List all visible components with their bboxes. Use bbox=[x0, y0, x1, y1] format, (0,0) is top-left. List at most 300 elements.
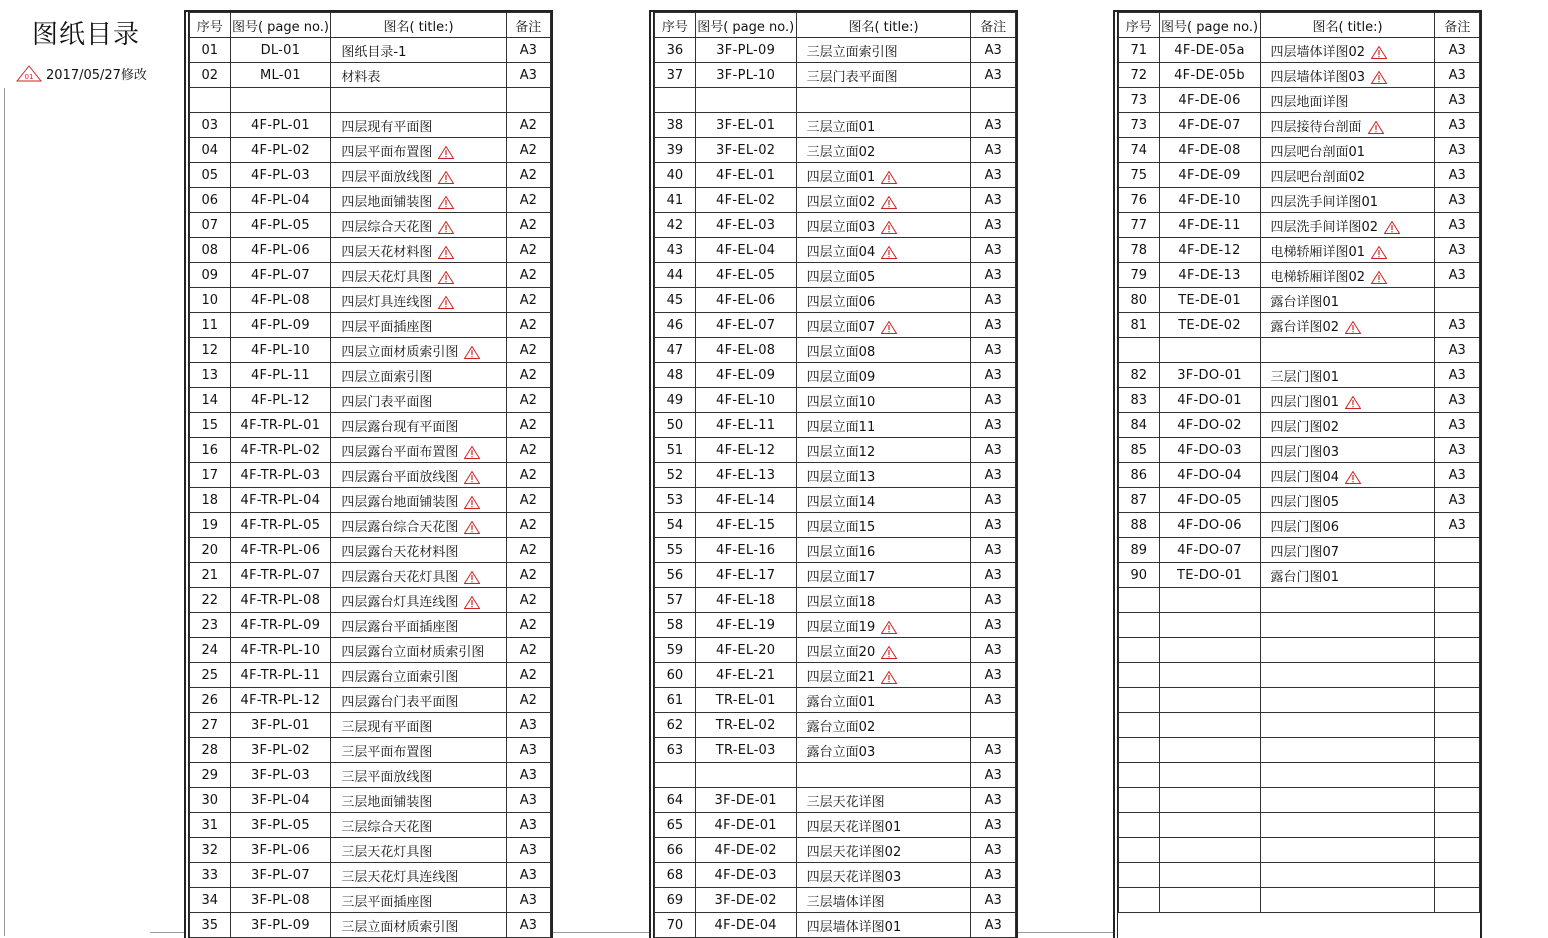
cell-page-no-text: 4F-DO-05 bbox=[1177, 492, 1242, 508]
cell-title-text: 四层立面03 bbox=[806, 219, 876, 235]
cell-note-text: A3 bbox=[519, 817, 537, 833]
cell-no-text: 16 bbox=[201, 442, 219, 458]
cell-page-no-text: 4F-DO-01 bbox=[1177, 392, 1242, 408]
cell-page-no bbox=[1159, 488, 1260, 513]
cell-title-text: 三层现有平面图 bbox=[341, 719, 433, 735]
revision-note bbox=[16, 64, 147, 83]
cell-title-text: 四层立面材质索引图 bbox=[341, 344, 459, 360]
cell-title bbox=[331, 538, 506, 563]
cell-title bbox=[796, 138, 971, 163]
cell-page-no-text: 4F-PL-01 bbox=[250, 117, 310, 133]
cell-no bbox=[190, 863, 231, 888]
cell-page-no bbox=[230, 463, 331, 488]
cell-page-no-text: 4F-DO-04 bbox=[1177, 467, 1242, 483]
cell-page-no bbox=[230, 763, 331, 788]
cell-page-no-text: 4F-DE-07 bbox=[1178, 117, 1241, 133]
cell-no-text: 31 bbox=[201, 817, 219, 833]
cell-title bbox=[1260, 888, 1435, 913]
cell-note-text: A3 bbox=[1448, 117, 1466, 133]
cell-note bbox=[506, 138, 550, 163]
cell-title-text: 四层露台立面索引图 bbox=[341, 669, 459, 685]
cell-no-text: 09 bbox=[201, 267, 219, 283]
cell-no bbox=[190, 38, 231, 63]
cell-no-text: 61 bbox=[666, 692, 684, 708]
cell-note-text: A3 bbox=[984, 142, 1002, 158]
cell-page-no bbox=[695, 38, 796, 63]
cell-title bbox=[1260, 488, 1435, 513]
cell-page-no-text: 4F-EL-09 bbox=[716, 367, 776, 383]
cell-title bbox=[331, 513, 506, 538]
cell-title-text: 四层立面20 bbox=[806, 644, 876, 660]
cell-title bbox=[331, 38, 506, 63]
index-table bbox=[1118, 12, 1480, 913]
table-row bbox=[1119, 763, 1480, 788]
cell-title-text: 四层接待台剖面 bbox=[1270, 119, 1362, 135]
cell-title bbox=[796, 388, 971, 413]
cell-no bbox=[1119, 363, 1160, 388]
table-row bbox=[190, 388, 551, 413]
index-table-sheet-1 bbox=[184, 10, 553, 938]
cell-note-text: A2 bbox=[519, 167, 537, 183]
cell-no-text: 59 bbox=[666, 642, 684, 658]
cell-no-text: 82 bbox=[1130, 367, 1148, 383]
cell-note-text: A3 bbox=[519, 42, 537, 58]
cell-no-text: 26 bbox=[201, 692, 219, 708]
cell-note-text: A3 bbox=[984, 892, 1002, 908]
cell-page-no-text: 4F-PL-12 bbox=[250, 392, 310, 408]
cell-no bbox=[655, 263, 696, 288]
cell-note bbox=[506, 388, 550, 413]
cell-note-text: A3 bbox=[984, 517, 1002, 533]
cell-page-no-text: 4F-EL-17 bbox=[716, 567, 776, 583]
cell-note bbox=[971, 213, 1016, 238]
cell-page-no-text: 4F-TR-PL-05 bbox=[240, 517, 321, 533]
revision-warning-icon bbox=[464, 521, 480, 534]
cell-title bbox=[796, 413, 971, 438]
cell-page-no-text: 4F-DE-08 bbox=[1178, 142, 1241, 158]
cell-page-no-text: 4F-PL-02 bbox=[250, 142, 310, 158]
cell-page-no-text: 4F-TR-PL-06 bbox=[240, 542, 321, 558]
cell-note bbox=[506, 113, 550, 138]
cell-page-no-text: 3F-DE-01 bbox=[714, 792, 777, 808]
cell-note bbox=[506, 163, 550, 188]
cell-page-no bbox=[1159, 338, 1260, 363]
cell-note bbox=[971, 913, 1016, 938]
cell-note-text: A3 bbox=[984, 317, 1002, 333]
cell-no-text: 47 bbox=[666, 342, 684, 358]
table-row bbox=[1119, 238, 1480, 263]
cell-note bbox=[971, 738, 1016, 763]
cell-title bbox=[796, 288, 971, 313]
cell-page-no-text: 4F-DO-02 bbox=[1177, 417, 1242, 433]
cell-page-no bbox=[695, 463, 796, 488]
cell-title-text: 四层露台平面布置图 bbox=[341, 444, 459, 460]
cell-note bbox=[506, 238, 550, 263]
cell-no-text: 60 bbox=[666, 667, 684, 683]
cell-no bbox=[655, 688, 696, 713]
cell-no bbox=[1119, 188, 1160, 213]
cell-page-no bbox=[230, 263, 331, 288]
cell-page-no bbox=[1159, 638, 1260, 663]
table-row bbox=[655, 813, 1016, 838]
cell-page-no-text: 4F-PL-08 bbox=[250, 292, 310, 308]
cell-page-no bbox=[230, 688, 331, 713]
cell-title bbox=[1260, 138, 1435, 163]
cell-note bbox=[506, 663, 550, 688]
cell-page-no-text: 4F-TR-PL-11 bbox=[240, 667, 321, 683]
cell-note bbox=[1435, 538, 1480, 563]
cell-no-text: 50 bbox=[666, 417, 684, 433]
table-row bbox=[1119, 788, 1480, 813]
cell-note bbox=[971, 63, 1016, 88]
cell-page-no-text: 4F-EL-14 bbox=[716, 492, 776, 508]
cell-title bbox=[1260, 613, 1435, 638]
cell-no bbox=[655, 838, 696, 863]
cell-note bbox=[506, 288, 550, 313]
table-row bbox=[655, 38, 1016, 63]
cell-note-text: A2 bbox=[519, 467, 537, 483]
table-row bbox=[655, 888, 1016, 913]
cell-title-text: 四层平面放线图 bbox=[341, 169, 433, 185]
cell-title bbox=[331, 313, 506, 338]
cell-no bbox=[655, 138, 696, 163]
cell-title-text: 四层立面09 bbox=[806, 369, 876, 385]
cell-note bbox=[506, 588, 550, 613]
cell-title-text: 四层洗手间详图01 bbox=[1270, 194, 1379, 210]
cell-page-no bbox=[230, 813, 331, 838]
cell-note bbox=[506, 88, 550, 113]
cell-no bbox=[655, 888, 696, 913]
revision-warning-icon bbox=[1371, 271, 1387, 284]
revision-warning-icon bbox=[1371, 246, 1387, 259]
cell-title bbox=[796, 513, 971, 538]
cell-no-text: 45 bbox=[666, 292, 684, 308]
cell-title bbox=[796, 463, 971, 488]
table-row bbox=[655, 538, 1016, 563]
cell-page-no-text: 4F-EL-13 bbox=[716, 467, 776, 483]
cell-no-text: 04 bbox=[201, 142, 219, 158]
cell-no bbox=[655, 588, 696, 613]
cell-page-no-text: 4F-EL-15 bbox=[716, 517, 776, 533]
cell-title bbox=[331, 913, 506, 938]
cell-title bbox=[331, 338, 506, 363]
cell-no bbox=[655, 763, 696, 788]
cell-note bbox=[506, 813, 550, 838]
cell-no bbox=[1119, 613, 1160, 638]
cell-page-no bbox=[695, 263, 796, 288]
cell-no-text: 10 bbox=[201, 292, 219, 308]
table-row bbox=[1119, 363, 1480, 388]
cell-note bbox=[971, 288, 1016, 313]
cell-note bbox=[506, 613, 550, 638]
cell-page-no bbox=[695, 313, 796, 338]
revision-warning-icon bbox=[881, 646, 897, 659]
cell-note bbox=[1435, 813, 1480, 838]
cell-page-no-text: 3F-PL-09 bbox=[250, 917, 310, 933]
cell-no-text: 05 bbox=[201, 167, 219, 183]
cell-title-text: 四层立面18 bbox=[806, 594, 876, 610]
cell-title-text: 四层立面16 bbox=[806, 544, 876, 560]
revision-warning-icon bbox=[881, 246, 897, 259]
cell-title bbox=[1260, 663, 1435, 688]
cell-note-text: A3 bbox=[984, 117, 1002, 133]
table-row bbox=[190, 713, 551, 738]
cell-page-no-text: TR-EL-01 bbox=[715, 692, 776, 708]
cell-title-text: 三层立面02 bbox=[806, 144, 876, 160]
cell-note bbox=[971, 163, 1016, 188]
cell-title bbox=[331, 363, 506, 388]
cell-no bbox=[190, 513, 231, 538]
cell-no bbox=[190, 438, 231, 463]
cell-title-text: 四层立面02 bbox=[806, 194, 876, 210]
index-table-sheet-2 bbox=[649, 10, 1018, 938]
cell-note-text: A3 bbox=[1448, 267, 1466, 283]
cell-page-no bbox=[1159, 163, 1260, 188]
cell-title-text: 四层立面10 bbox=[806, 394, 876, 410]
cell-no bbox=[1119, 763, 1160, 788]
table-row bbox=[190, 238, 551, 263]
cell-note bbox=[1435, 588, 1480, 613]
cell-title bbox=[1260, 563, 1435, 588]
cell-no bbox=[1119, 563, 1160, 588]
cell-title-text: 四层立面08 bbox=[806, 344, 876, 360]
cell-title bbox=[1260, 588, 1435, 613]
cell-note-text: A2 bbox=[519, 267, 537, 283]
cell-page-no-text: 4F-TR-PL-10 bbox=[240, 642, 321, 658]
header-title: 图名( title:) bbox=[796, 13, 971, 38]
cell-title bbox=[1260, 113, 1435, 138]
revision-warning-icon bbox=[438, 296, 454, 309]
cell-no bbox=[655, 638, 696, 663]
table-row bbox=[655, 913, 1016, 938]
cell-note bbox=[506, 888, 550, 913]
table-row bbox=[655, 713, 1016, 738]
cell-page-no bbox=[1159, 588, 1260, 613]
cell-page-no bbox=[695, 638, 796, 663]
cell-title bbox=[796, 488, 971, 513]
table-row bbox=[190, 163, 551, 188]
cell-note-text: A3 bbox=[1448, 467, 1466, 483]
cell-page-no-text: 4F-DE-02 bbox=[714, 842, 777, 858]
cell-title bbox=[331, 188, 506, 213]
cell-page-no bbox=[1159, 738, 1260, 763]
cell-page-no-text: 4F-PL-11 bbox=[250, 367, 310, 383]
cell-title bbox=[1260, 213, 1435, 238]
cell-no bbox=[190, 663, 231, 688]
table-row bbox=[190, 788, 551, 813]
table-row bbox=[655, 213, 1016, 238]
cell-note bbox=[506, 213, 550, 238]
table-row bbox=[190, 513, 551, 538]
table-row bbox=[190, 538, 551, 563]
header-no: 序号 bbox=[1119, 13, 1160, 38]
table-row bbox=[190, 863, 551, 888]
table-row bbox=[190, 913, 551, 938]
cell-title bbox=[1260, 388, 1435, 413]
cell-no-text: 02 bbox=[201, 67, 219, 83]
cell-note bbox=[506, 263, 550, 288]
cell-page-no bbox=[1159, 463, 1260, 488]
cell-title-text: 四层露台天花灯具图 bbox=[341, 569, 459, 585]
cell-page-no-text: 4F-PL-05 bbox=[250, 217, 310, 233]
revision-warning-icon bbox=[881, 221, 897, 234]
cell-title bbox=[796, 638, 971, 663]
cell-title-text: 四层墙体详图01 bbox=[806, 919, 902, 935]
cell-title-text: 电梯轿厢详图01 bbox=[1270, 244, 1366, 260]
cell-note-text: A3 bbox=[984, 592, 1002, 608]
cell-page-no-text: 3F-PL-08 bbox=[250, 892, 310, 908]
revision-triangle-icon bbox=[16, 65, 42, 82]
table-row bbox=[1119, 213, 1480, 238]
cell-no-text: 32 bbox=[201, 842, 219, 858]
cell-no bbox=[655, 338, 696, 363]
cell-title-text: 四层立面14 bbox=[806, 494, 876, 510]
cell-no bbox=[1119, 113, 1160, 138]
cell-title-text: 四层露台地面铺装图 bbox=[341, 494, 459, 510]
cell-title bbox=[1260, 538, 1435, 563]
cell-title bbox=[331, 463, 506, 488]
cell-page-no-text: 4F-DO-03 bbox=[1177, 442, 1242, 458]
cell-page-no-text: TR-EL-03 bbox=[715, 742, 776, 758]
cell-note bbox=[506, 188, 550, 213]
cell-title-text: 四层立面21 bbox=[806, 669, 876, 685]
cell-page-no bbox=[1159, 838, 1260, 863]
cell-page-no-text: 4F-DE-06 bbox=[1178, 92, 1241, 108]
cell-title bbox=[331, 888, 506, 913]
cell-no bbox=[190, 288, 231, 313]
left-border-line bbox=[4, 88, 5, 936]
table-row bbox=[1119, 488, 1480, 513]
cell-no bbox=[1119, 463, 1160, 488]
cell-page-no-text: 4F-EL-21 bbox=[716, 667, 776, 683]
cell-note-text: A2 bbox=[519, 642, 537, 658]
cell-title-text: 三层平面布置图 bbox=[341, 744, 433, 760]
cell-page-no-text: 4F-PL-03 bbox=[250, 167, 310, 183]
cell-page-no bbox=[1159, 663, 1260, 688]
cell-note-text: A3 bbox=[984, 842, 1002, 858]
cell-note-text: A2 bbox=[519, 417, 537, 433]
cell-page-no bbox=[695, 513, 796, 538]
table-row bbox=[1119, 63, 1480, 88]
cell-title bbox=[331, 738, 506, 763]
cell-page-no bbox=[1159, 863, 1260, 888]
cell-no-text: 80 bbox=[1130, 292, 1148, 308]
cell-note bbox=[1435, 313, 1480, 338]
cell-page-no bbox=[695, 613, 796, 638]
cell-no bbox=[1119, 638, 1160, 663]
revision-warning-icon bbox=[438, 221, 454, 234]
cell-page-no bbox=[230, 588, 331, 613]
table-row bbox=[190, 413, 551, 438]
table-row bbox=[655, 113, 1016, 138]
cell-page-no bbox=[1159, 613, 1260, 638]
cell-no-text: 75 bbox=[1130, 167, 1148, 183]
cell-title bbox=[331, 438, 506, 463]
cell-no bbox=[190, 413, 231, 438]
cell-no-text: 01 bbox=[201, 42, 219, 58]
table-row bbox=[655, 138, 1016, 163]
cell-title-text: 三层天花详图 bbox=[806, 794, 885, 810]
cell-note bbox=[971, 838, 1016, 863]
cell-note bbox=[1435, 263, 1480, 288]
cell-no bbox=[1119, 288, 1160, 313]
cell-no bbox=[190, 538, 231, 563]
cell-note-text: A2 bbox=[519, 317, 537, 333]
table-row bbox=[1119, 663, 1480, 688]
cell-no bbox=[190, 238, 231, 263]
cell-title-text: 四层门图04 bbox=[1270, 469, 1340, 485]
cell-note bbox=[971, 88, 1016, 113]
cell-page-no-text: 3F-PL-02 bbox=[250, 742, 310, 758]
cell-title-text: 四层立面12 bbox=[806, 444, 876, 460]
cell-no-text: 46 bbox=[666, 317, 684, 333]
cell-no bbox=[190, 188, 231, 213]
cell-page-no-text: 4F-DE-05b bbox=[1174, 67, 1245, 83]
table-row bbox=[1119, 588, 1480, 613]
cell-title-text: 四层立面19 bbox=[806, 619, 876, 635]
cell-title bbox=[1260, 813, 1435, 838]
cell-title-text: 四层立面15 bbox=[806, 519, 876, 535]
cell-no bbox=[1119, 438, 1160, 463]
cell-no-text: 70 bbox=[666, 917, 684, 933]
cell-note bbox=[971, 413, 1016, 438]
revision-date: 2017/05/27修改 bbox=[46, 68, 147, 83]
cell-page-no bbox=[230, 513, 331, 538]
cell-note-text: A2 bbox=[519, 367, 537, 383]
cell-note bbox=[971, 513, 1016, 538]
cell-no bbox=[190, 913, 231, 938]
cell-no bbox=[190, 138, 231, 163]
cell-page-no bbox=[230, 88, 331, 113]
cell-note bbox=[1435, 163, 1480, 188]
table-row bbox=[655, 238, 1016, 263]
cell-title bbox=[331, 788, 506, 813]
cell-title bbox=[1260, 438, 1435, 463]
cell-note bbox=[1435, 88, 1480, 113]
cell-page-no bbox=[1159, 313, 1260, 338]
cell-page-no-text: 3F-PL-03 bbox=[250, 767, 310, 783]
cell-no bbox=[1119, 263, 1160, 288]
cell-page-no bbox=[230, 438, 331, 463]
cell-note-text: A3 bbox=[519, 917, 537, 933]
table-row bbox=[190, 738, 551, 763]
table-row bbox=[190, 463, 551, 488]
cell-title-text: 四层墙体详图02 bbox=[1270, 44, 1366, 60]
cell-page-no-text: 4F-DE-04 bbox=[714, 917, 777, 933]
cell-title-text: 图纸目录-1 bbox=[341, 44, 407, 60]
cell-page-no-text: 4F-DE-11 bbox=[1178, 217, 1241, 233]
table-row bbox=[1119, 138, 1480, 163]
cell-note-text: A3 bbox=[984, 692, 1002, 708]
cell-title bbox=[331, 638, 506, 663]
cell-page-no bbox=[695, 663, 796, 688]
table-row bbox=[190, 613, 551, 638]
cell-note bbox=[506, 63, 550, 88]
cell-page-no bbox=[695, 863, 796, 888]
cell-note bbox=[971, 138, 1016, 163]
cell-no bbox=[190, 63, 231, 88]
cell-no bbox=[655, 663, 696, 688]
cell-title-text: 四层立面06 bbox=[806, 294, 876, 310]
cell-title bbox=[331, 213, 506, 238]
cell-note bbox=[1435, 213, 1480, 238]
cell-page-no-text: 3F-PL-05 bbox=[250, 817, 310, 833]
cell-note bbox=[506, 763, 550, 788]
cell-title-text: 四层门表平面图 bbox=[341, 394, 433, 410]
cell-note bbox=[1435, 613, 1480, 638]
cell-no bbox=[655, 563, 696, 588]
cell-title-text: 四层平面插座图 bbox=[341, 319, 433, 335]
